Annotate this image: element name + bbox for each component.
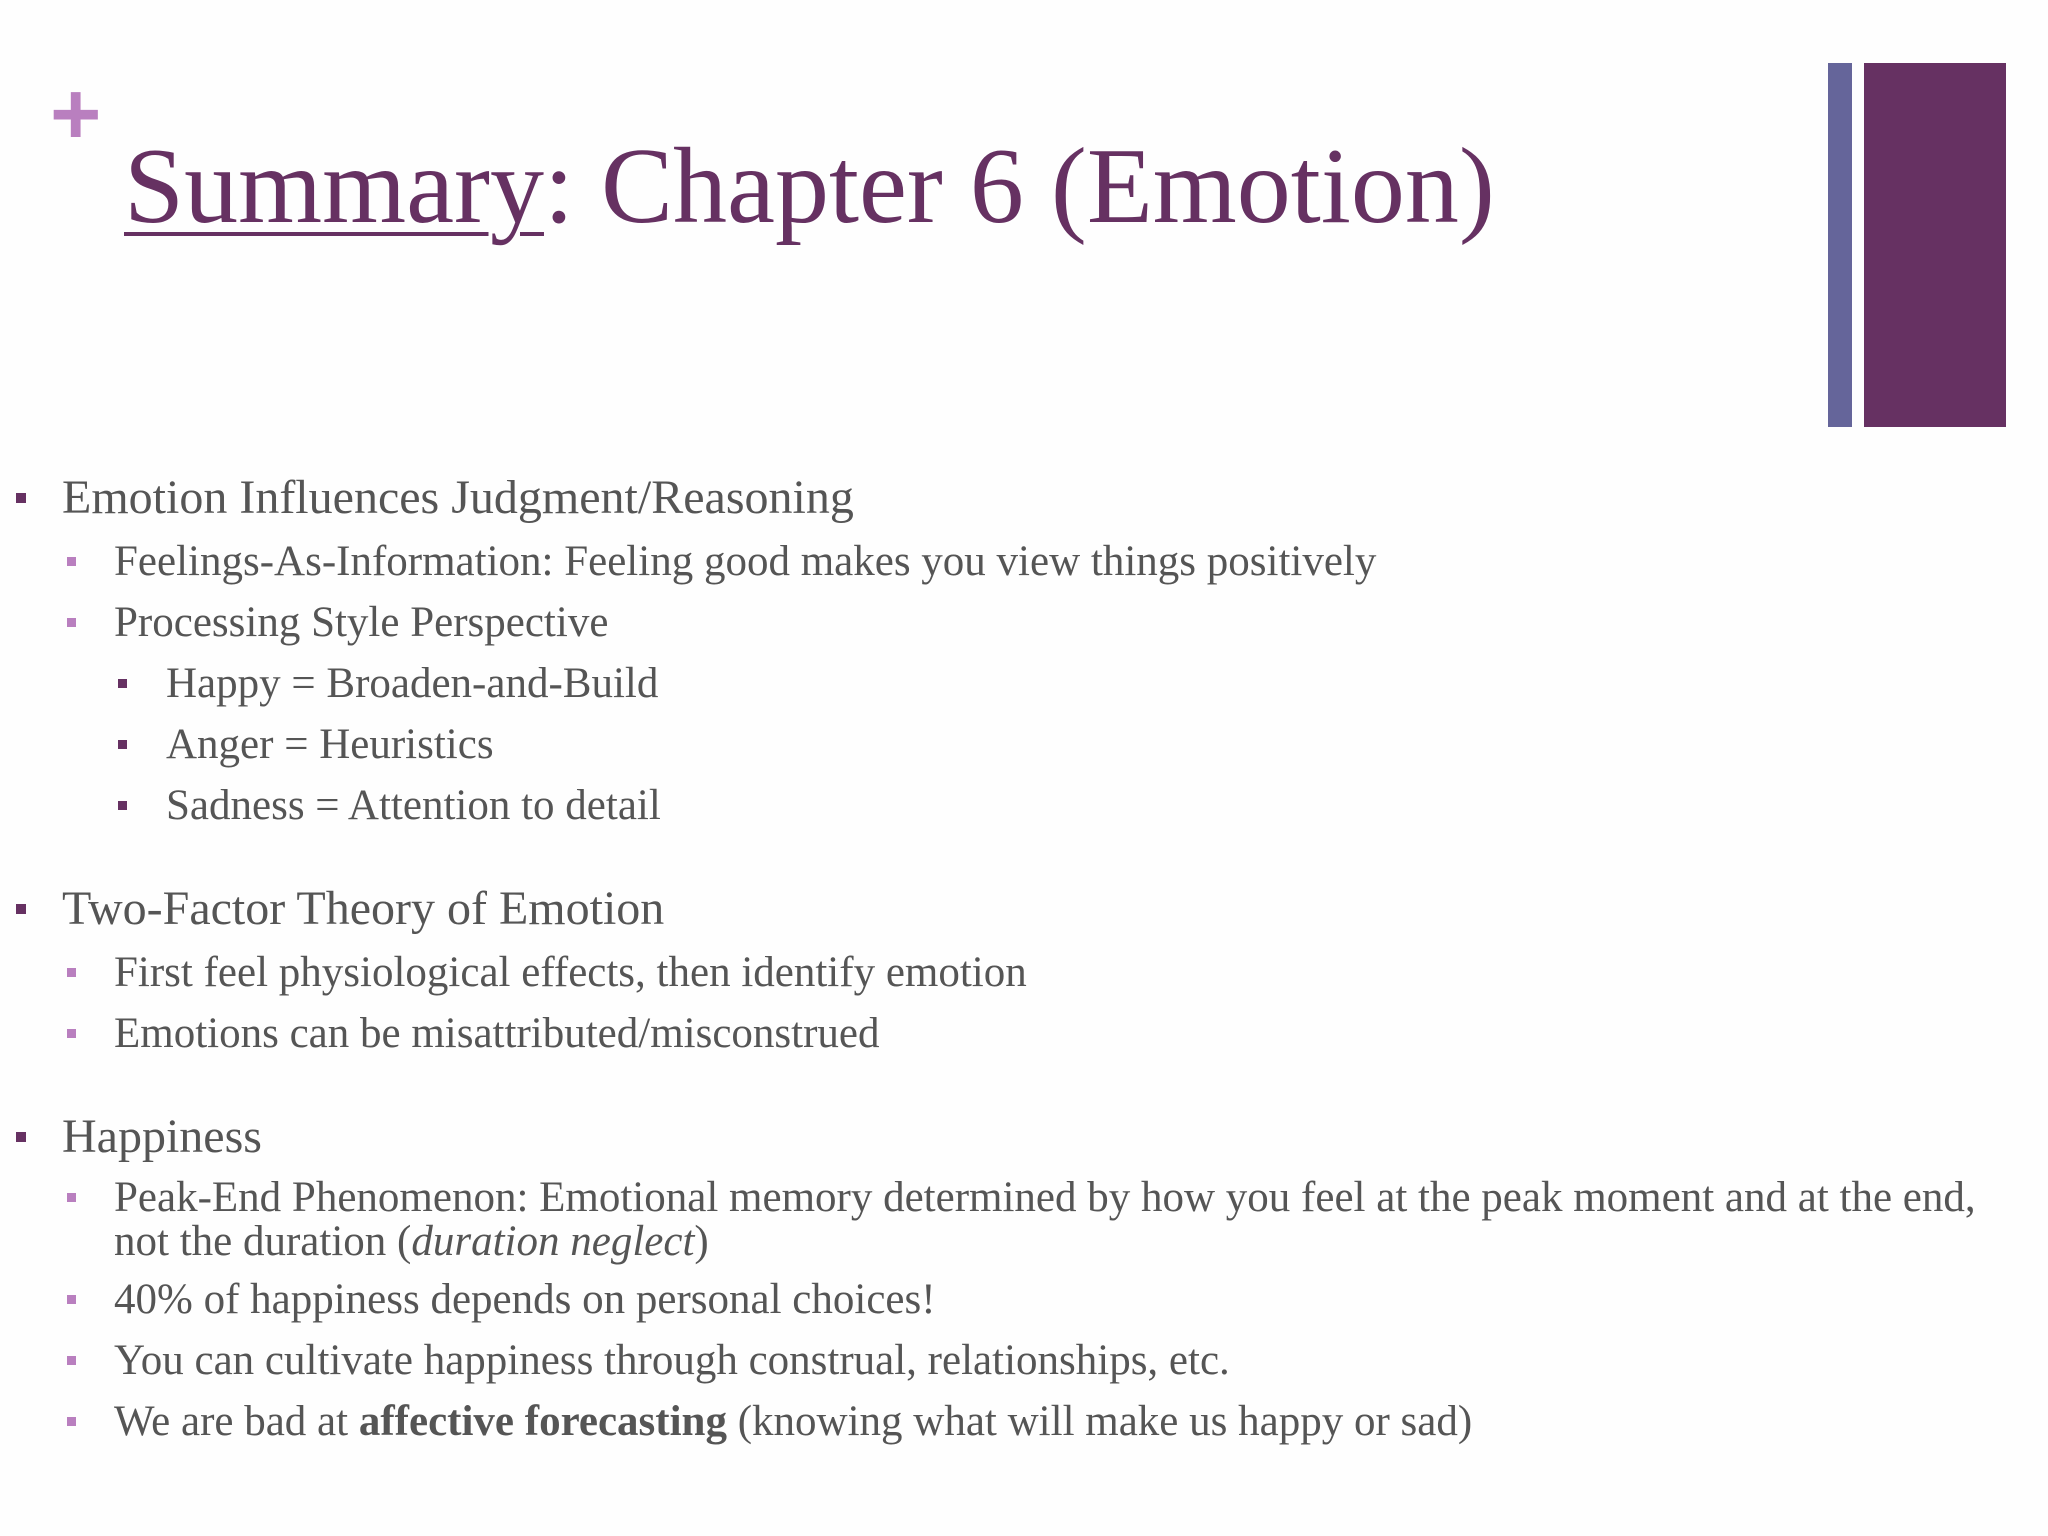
square-bullet-icon (67, 1029, 76, 1038)
sub-list-item (0, 720, 2040, 770)
square-bullet-icon (16, 493, 26, 503)
list-item-text: Peak-End Phenomenon: Emotional memory determined by how you feel at the peak moment and at the end, not the duration ( (114, 1174, 1976, 1265)
square-bullet-icon (67, 618, 76, 627)
square-bullet-icon (67, 1417, 76, 1426)
section-heading-emotion-judgment (0, 470, 2040, 526)
bold-term: affective forecasting (358, 1398, 727, 1445)
summary-link[interactable]: Summary (124, 127, 544, 246)
list-item-text: First feel physiological effects, then identify emotion (114, 949, 1027, 996)
section-heading-happiness (0, 1109, 2040, 1165)
square-bullet-icon (16, 1132, 26, 1142)
list-item-text-after: (knowing what will make us happy or sad) (726, 1398, 1473, 1445)
square-bullet-icon (16, 904, 26, 914)
section-heading-text: Happiness (62, 1110, 262, 1163)
list-item-text: Feelings-As-Information: Feeling good makes you view things positively (114, 538, 1377, 585)
slide-content (0, 470, 2040, 1447)
list-item (0, 598, 2040, 648)
section-heading-text: Two-Factor Theory of Emotion (62, 882, 665, 935)
list-item-peak-end (0, 1176, 2034, 1264)
list-item (0, 537, 2040, 587)
section-heading-text: Emotion Influences Judgment/Reasoning (62, 471, 854, 524)
sub-list-item (0, 781, 2040, 831)
decorative-bar-thin (1828, 63, 1852, 427)
slide-title (124, 122, 1495, 252)
sub-list-item-text: Anger = Heuristics (166, 721, 494, 768)
plus-icon: + (50, 64, 102, 163)
title-text: : Chapter 6 (Emotion) (543, 127, 1495, 246)
square-bullet-icon (67, 1356, 76, 1365)
sub-list-item-text: Happy = Broaden-and-Build (166, 660, 659, 707)
square-bullet-icon (67, 1193, 76, 1202)
list-item-text: 40% of happiness depends on personal choices! (114, 1276, 936, 1323)
list-item-text: Emotions can be misattributed/misconstrued (114, 1010, 880, 1057)
list-item-text-close: ) (694, 1218, 709, 1265)
square-bullet-icon (118, 801, 127, 810)
square-bullet-icon (118, 679, 127, 688)
section-heading-two-factor (0, 881, 2040, 937)
list-item (0, 948, 2040, 998)
decorative-bar-wide (1864, 63, 2006, 427)
sub-list-item-text: Sadness = Attention to detail (166, 782, 661, 829)
list-item-text: Processing Style Perspective (114, 599, 609, 646)
list-item (0, 1336, 2040, 1386)
square-bullet-icon (67, 968, 76, 977)
sub-list-item (0, 659, 2040, 709)
italic-term: duration neglect (411, 1218, 695, 1265)
list-item-text: You can cultivate happiness through construal, relationships, etc. (114, 1337, 1230, 1384)
list-item (0, 1009, 2040, 1059)
list-item (0, 1275, 2040, 1325)
list-item-text: We are bad at (114, 1398, 359, 1445)
list-item-forecasting (0, 1397, 2040, 1447)
square-bullet-icon (67, 1295, 76, 1304)
square-bullet-icon (67, 557, 76, 566)
square-bullet-icon (118, 740, 127, 749)
